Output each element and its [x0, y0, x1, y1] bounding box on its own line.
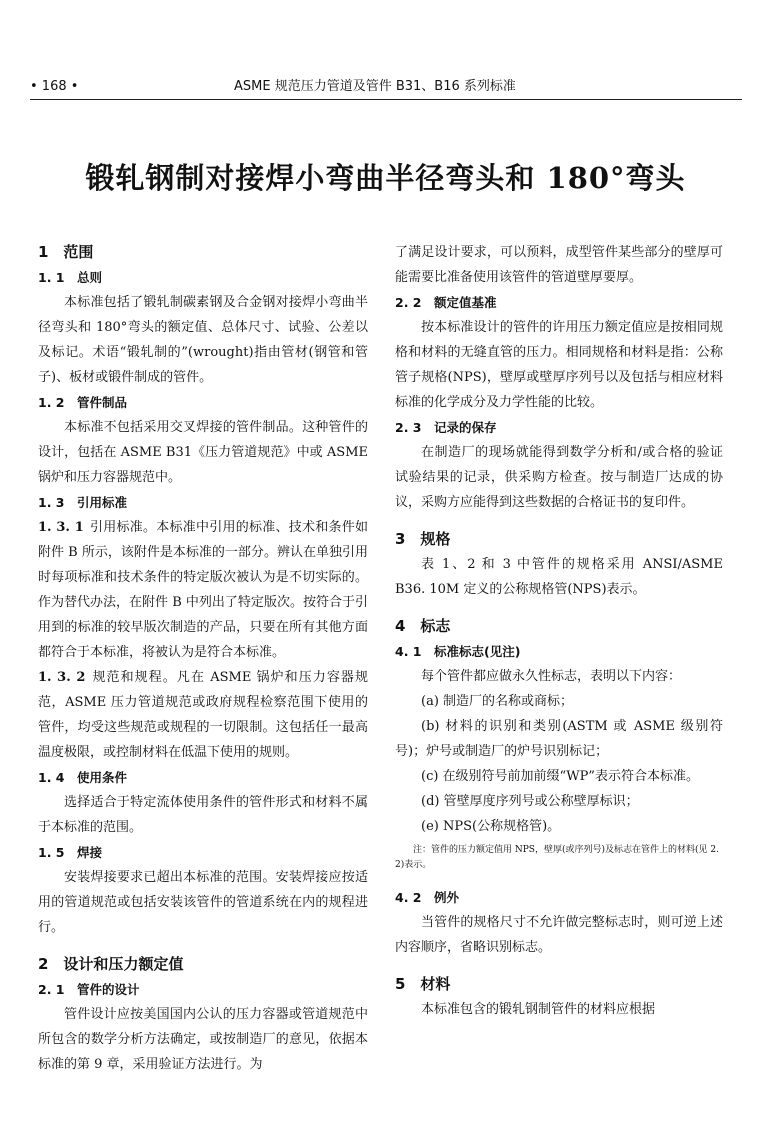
subsection-heading-1-4: 1. 4 使用条件: [38, 770, 127, 785]
list-item-c: (c) 在级别符号前加前缀“WP”表示符合本标准。: [421, 769, 699, 784]
paragraph-4-2: 当管件的规格尺寸不允许做完整标志时，则可逆上述内容顺序，省略识别标志。: [395, 915, 723, 955]
subsection-heading-1-2: 1. 2 管件制品: [38, 395, 127, 410]
document-title: 锻轧钢制对接焊小弯曲半径弯头和 180°弯头: [85, 161, 686, 195]
page-number: • 168 •: [30, 79, 79, 94]
subsection-heading-2-2: 2. 2 额定值基准: [395, 295, 497, 310]
list-item-d: (d) 管壁厚度序列号或公称壁厚标识；: [421, 794, 639, 809]
paragraph-2-1: 管件设计应按美国国内公认的压力容器或管道规范中所包含的数学分析方法确定，或按制造厂的意见，依据本标准的第 9 章，采用验证方法进行。为: [38, 1007, 368, 1072]
clause-text-1-3-1: 引用标准。本标准中引用的标准、技术和条件如附件 B 所示，该附件是本标准的一部分。辨认在单独引用时每项标准和技术条件的特定版次被认为是不切实际的。作为替代办法，在附件 B 中列出了特定版次。按符合于引用到的标准的较早版次制造的产品，只要在所有其他方面都符合于本标准，将被认为是符合本标准。: [38, 520, 368, 660]
paragraph-1-2: 本标准不包括采用交叉焊接的管件制品。这种管件的设计，包括在 ASME B31《压力管道规范》中或 ASME 锅炉和压力容器规范中。: [38, 420, 368, 485]
header-rule: [30, 99, 742, 100]
section-heading-2: 2 设计和压力额定值: [38, 955, 184, 973]
subsection-heading-1-1: 1. 1 总则: [38, 270, 102, 285]
clause-number-1-3-2: 1. 3. 2: [38, 670, 86, 685]
subsection-heading-2-3: 2. 3 记录的保存: [395, 420, 497, 435]
paragraph-2-1-continued: 了满足设计要求，可以预料，成型管件某些部分的壁厚可能需要比准备使用该管件的管道壁厚要厚。: [395, 245, 723, 285]
paragraph-5: 本标准包含的锻轧钢制管件的材料应根据: [421, 1002, 656, 1017]
paragraph-1-1: 本标准包括了锻轧制碳素钢及合金钢对接焊小弯曲半径弯头和 180°弯头的额定值、总体尺寸、试验、公差以及标记。术语“锻轧制的”(wrought)指由管材(钢管和管子)、板材或锻件制成的管件。: [38, 295, 368, 385]
left-column: [38, 240, 368, 1077]
paragraph-1-4: 选择适合于特定流体使用条件的管件形式和材料不属于本标准的范围。: [38, 795, 368, 835]
section-heading-3: 3 规格: [395, 530, 451, 548]
right-column: [395, 240, 723, 1022]
page-header: [30, 76, 745, 98]
subsection-heading-1-5: 1. 5 焊接: [38, 845, 102, 860]
paragraph-1-3-1: [38, 515, 368, 665]
paragraph-3: 表 1、2 和 3 中管件的规格采用 ANSI/ASME B36. 10M 定义的公称规格管(NPS)表示。: [395, 557, 723, 597]
section-heading-4: 4 标志: [395, 617, 451, 635]
list-item-b: (b) 材料的识别和类别(ASTM 或 ASME 级别符号)；炉号或制造厂的炉号识别标记；: [395, 719, 723, 759]
clause-number-1-3-1: 1. 3. 1: [38, 520, 84, 535]
paragraph-1-3-2: [38, 665, 368, 765]
list-item-a: (a) 制造厂的名称或商标；: [421, 694, 574, 709]
clause-text-1-3-2: 规范和规程。凡在 ASME 锅炉和压力容器规范，ASME 压力管道规范或政府规程检察范围下使用的管件，均受这些规范或规程的一切限制。这包括任一最高温度极限，或控制材料在低温下使用的规则。: [38, 670, 368, 760]
note: 注：管件的压力额定值用 NPS，壁厚(或序列号)及标志在管件上的材料(见 2. 2)表示。: [395, 845, 719, 870]
paragraph-4-1: 每个管件都应做永久性标志，表明以下内容：: [421, 669, 682, 684]
subsection-heading-2-1: 2. 1 管件的设计: [38, 982, 140, 997]
list-item-e: (e) NPS(公称规格管)。: [421, 819, 561, 834]
running-title: ASME 规范压力管道及管件 B31、B16 系列标准: [234, 79, 516, 94]
paragraph-2-2: 按本标准设计的管件的许用压力额定值应是按相同规格和材料的无缝直管的压力。相同规格和材料是指：公称管子规格(NPS)，壁厚或壁厚序列号以及包括与相应材料标准的化学成分及力学性能的比较。: [395, 320, 723, 410]
paragraph-1-5: 安装焊接要求已超出本标准的范围。安装焊接应按适用的管道规范或包括安装该管件的管道系统在内的规程进行。: [38, 870, 368, 935]
paragraph-2-3: 在制造厂的现场就能得到数学分析和/或合格的验证试验结果的记录，供采购方检查。按与制造厂达成的协议，采购方应能得到这些数据的合格证书的复印件。: [395, 445, 723, 510]
section-heading-1: 1 范围: [38, 243, 94, 261]
section-heading-5: 5 材料: [395, 975, 451, 993]
subsection-heading-4-1: 4. 1 标准标志(见注): [395, 644, 521, 659]
subsection-heading-1-3: 1. 3 引用标准: [38, 495, 127, 510]
subsection-heading-4-2: 4. 2 例外: [395, 890, 459, 905]
